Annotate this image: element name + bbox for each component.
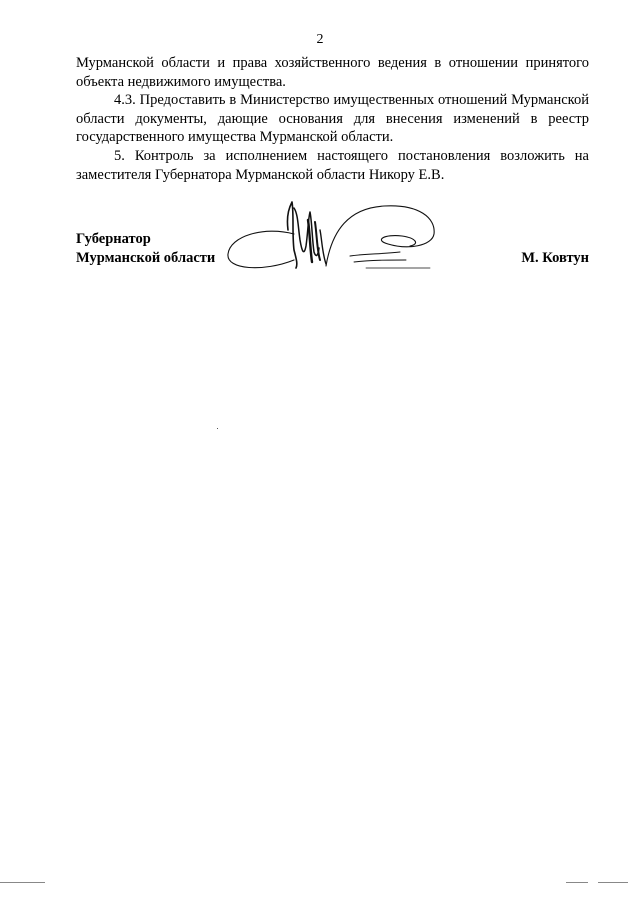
signature-block (76, 230, 589, 270)
signer-position-line-1: Губернатор (76, 231, 151, 247)
signer-name: М. Ковтун (521, 250, 589, 266)
paragraph-item-4-3: 4.3. Предоставить в Министерство имущественных отношений Мурманской области документы, дающие основания для внесения изменений в реестр государственного имущества Мурманской области. (76, 92, 589, 146)
scan-speck (217, 428, 218, 429)
signer-position-line-2: Мурманской области (76, 250, 216, 266)
document-body (76, 54, 589, 184)
page-number: 2 (316, 32, 324, 47)
paragraph-item-5: 5. Контроль за исполнением настоящего постановления возложить на заместителя Губернатора Мурманской области Никору Е.В. (76, 147, 589, 183)
footer-rule-left (0, 882, 45, 883)
signer-position (76, 230, 215, 268)
footer-rule-right-2 (598, 882, 628, 883)
footer-rule-right-1 (566, 882, 588, 883)
paragraph-continuation: Мурманской области и права хозяйственного ведения в отношении принятого объекта недвижимого имущества. (76, 55, 589, 90)
